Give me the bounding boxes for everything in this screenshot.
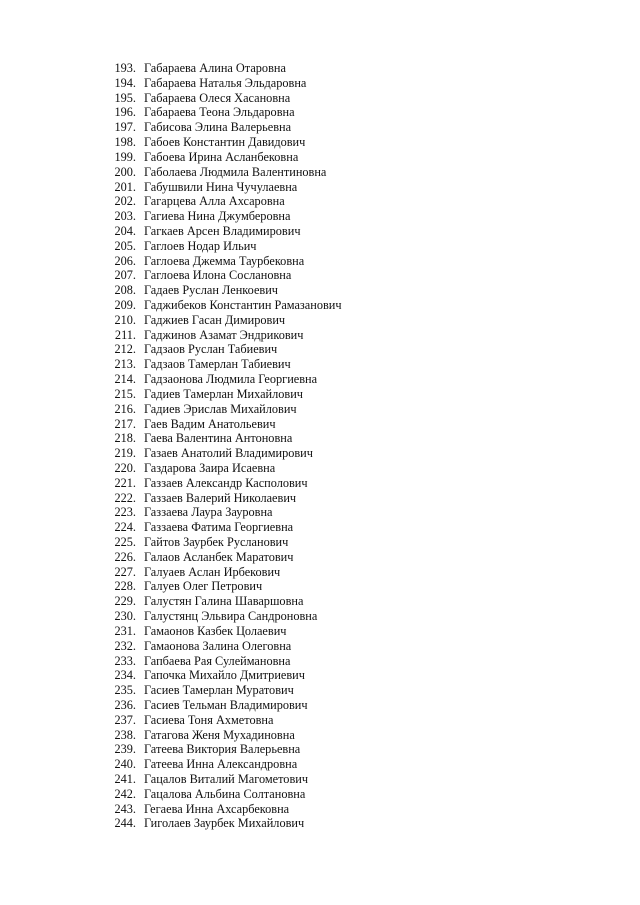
list-item-name: Гасиев Тамерлан Муратович xyxy=(144,683,294,698)
list-item-number: 203. xyxy=(114,209,136,224)
list-item-number: 207. xyxy=(114,268,136,283)
list-item-name: Газзаева Фатима Георгиевна xyxy=(144,520,294,535)
list-item-name: Гадзаов Руслан Табиевич xyxy=(144,342,278,357)
list-item-name: Гаева Валентина Антоновна xyxy=(144,431,293,446)
list-item-name: Газзаев Александр Касполович xyxy=(144,475,308,490)
list-item-name: Гатеева Виктория Валерьевна xyxy=(144,742,301,757)
list-item-number: 238. xyxy=(114,727,136,742)
list-item xyxy=(106,446,342,461)
list-item xyxy=(106,742,342,757)
list-item xyxy=(106,772,342,787)
list-item-name: Гамаонов Казбек Цолаевич xyxy=(144,623,287,638)
list-item-name: Гагарцева Алла Ахсаровна xyxy=(144,194,285,209)
list-item xyxy=(106,654,342,669)
list-item-number: 230. xyxy=(114,609,136,624)
list-item-name: Гатеева Инна Александровна xyxy=(144,757,298,772)
list-item-name: Галустянц Эльвира Сандроновна xyxy=(144,609,318,624)
list-item-number: 240. xyxy=(114,757,136,772)
list-item-name: Гайтов Заурбек Русланович xyxy=(144,535,289,549)
list-item-number: 234. xyxy=(114,668,136,683)
list-item-name: Гиголаев Заурбек Михайлович xyxy=(144,816,305,831)
list-item-name: Гацалова Альбина Солтановна xyxy=(144,786,306,801)
list-item-number: 243. xyxy=(114,801,136,816)
list-item-number: 223. xyxy=(114,505,136,520)
list-item-name: Гасиев Тельман Владимирович xyxy=(144,697,308,712)
list-item-name: Галуев Олег Петрович xyxy=(144,579,263,594)
list-item-number: 200. xyxy=(114,164,136,179)
list-item xyxy=(106,683,342,698)
list-item-number: 233. xyxy=(114,653,136,668)
list-item xyxy=(106,609,342,624)
list-item-number: 224. xyxy=(114,520,136,535)
list-item-number: 211. xyxy=(114,327,136,342)
list-item xyxy=(106,579,342,594)
list-item-number: 236. xyxy=(114,697,136,712)
list-item xyxy=(106,372,342,387)
list-item xyxy=(106,135,342,150)
list-item-number: 221. xyxy=(114,475,136,490)
list-item xyxy=(106,639,342,654)
list-item-number: 239. xyxy=(114,742,136,757)
numbered-name-list xyxy=(106,61,342,831)
list-item-number: 194. xyxy=(114,75,136,90)
list-item xyxy=(106,757,342,772)
list-item-number: 204. xyxy=(114,223,136,238)
list-item-name: Гаджибеков Константин Рамазанович xyxy=(144,298,342,312)
list-item-number: 241. xyxy=(114,772,136,786)
list-item-number: 235. xyxy=(114,683,136,698)
list-item-name: Гамаонова Залина Олеговна xyxy=(144,638,292,653)
list-item-number: 201. xyxy=(114,179,136,194)
list-item xyxy=(106,313,342,328)
list-item-number: 242. xyxy=(114,786,136,801)
list-item xyxy=(106,224,342,239)
list-item xyxy=(106,713,342,728)
list-item xyxy=(106,787,342,802)
list-item-name: Гаглоев Нодар Ильич xyxy=(144,238,257,253)
list-item xyxy=(106,61,342,76)
list-item-name: Газзаев Валерий Николаевич xyxy=(144,490,297,505)
list-item-number: 218. xyxy=(114,431,136,446)
list-item-name: Гапочка Михайло Дмитриевич xyxy=(144,668,305,683)
list-item xyxy=(106,594,342,609)
list-item xyxy=(106,417,342,432)
list-item-name: Гадиев Тамерлан Михайлович xyxy=(144,386,303,401)
list-item-name: Габушвили Нина Чучулаевна xyxy=(144,179,298,194)
list-item-name: Габараева Теона Эльдаровна xyxy=(144,105,295,120)
list-item xyxy=(106,565,342,580)
list-item-number: 231. xyxy=(114,623,136,638)
list-item xyxy=(106,520,342,535)
list-item-name: Гадиев Эрислав Михайлович xyxy=(144,401,297,416)
list-item-name: Галуаев Аслан Ирбекович xyxy=(144,564,281,579)
list-item xyxy=(106,105,342,120)
list-item-number: 205. xyxy=(114,238,136,253)
list-item-name: Гадзаонова Людмила Георгиевна xyxy=(144,372,318,387)
list-item-number: 208. xyxy=(114,283,136,298)
list-item xyxy=(106,728,342,743)
list-item-number: 213. xyxy=(114,357,136,372)
list-item xyxy=(106,431,342,446)
list-item xyxy=(106,550,342,565)
list-item-number: 227. xyxy=(114,564,136,579)
list-item xyxy=(106,535,342,550)
list-item xyxy=(106,802,342,817)
list-item-number: 226. xyxy=(114,549,136,564)
list-item xyxy=(106,668,342,683)
list-item xyxy=(106,402,342,417)
list-item-name: Гацалов Виталий Магометович xyxy=(144,772,309,786)
list-item-name: Газдарова Заира Исаевна xyxy=(144,460,276,475)
list-item xyxy=(106,283,342,298)
list-item xyxy=(106,194,342,209)
list-item xyxy=(106,209,342,224)
list-item-number: 216. xyxy=(114,401,136,416)
list-item-name: Галустян Галина Шаваршовна xyxy=(144,594,304,609)
list-item xyxy=(106,342,342,357)
list-item xyxy=(106,505,342,520)
list-item-name: Гатагова Женя Мухадиновна xyxy=(144,727,295,742)
list-item xyxy=(106,387,342,402)
list-item-number: 217. xyxy=(114,416,136,431)
list-item-name: Газзаева Лаура Зауровна xyxy=(144,505,273,520)
list-item xyxy=(106,120,342,135)
list-item xyxy=(106,491,342,506)
list-item-name: Габараева Наталья Эльдаровна xyxy=(144,75,307,90)
list-item xyxy=(106,328,342,343)
list-item-name: Гегаева Инна Ахсарбековна xyxy=(144,801,290,816)
list-item xyxy=(106,180,342,195)
list-item-number: 195. xyxy=(114,90,136,105)
list-item xyxy=(106,239,342,254)
list-item-number: 237. xyxy=(114,712,136,727)
list-item xyxy=(106,150,342,165)
list-item-number: 244. xyxy=(114,816,136,831)
list-item-name: Газаев Анатолий Владимирович xyxy=(144,446,313,461)
list-item xyxy=(106,698,342,713)
list-item xyxy=(106,816,342,831)
list-item-number: 212. xyxy=(114,342,136,357)
list-item xyxy=(106,461,342,476)
list-item-name: Гаглоева Илона Сослановна xyxy=(144,268,292,283)
list-item-name: Гапбаева Рая Сулеймановна xyxy=(144,653,291,668)
list-item-name: Гаджиев Гасан Димирович xyxy=(144,312,286,327)
list-item-name: Гагкаев Арсен Владимирович xyxy=(144,223,301,238)
list-item-number: 222. xyxy=(114,490,136,505)
list-item-name: Габараева Олеся Хасановна xyxy=(144,90,291,105)
list-item xyxy=(106,165,342,180)
list-item-number: 198. xyxy=(114,135,136,150)
list-item-name: Гаджинов Азамат Эндрикович xyxy=(144,327,304,342)
list-item-number: 228. xyxy=(114,579,136,594)
list-item-number: 202. xyxy=(114,194,136,209)
list-item-name: Габоева Ирина Асланбековна xyxy=(144,149,299,164)
list-item xyxy=(106,254,342,269)
list-item xyxy=(106,76,342,91)
list-item-name: Гасиева Тоня Ахметовна xyxy=(144,712,274,727)
list-item-number: 199. xyxy=(114,149,136,164)
list-item-number: 229. xyxy=(114,594,136,609)
list-item-number: 193. xyxy=(114,61,136,75)
list-item-number: 197. xyxy=(114,120,136,135)
list-item-name: Галаов Асланбек Маратович xyxy=(144,549,294,564)
list-item-number: 232. xyxy=(114,638,136,653)
list-item-name: Гаев Вадим Анатольевич xyxy=(144,416,276,431)
list-item-number: 215. xyxy=(114,386,136,401)
list-item-name: Гаглоева Джемма Таурбековна xyxy=(144,253,305,268)
list-item xyxy=(106,476,342,491)
list-item-name: Гадаев Руслан Ленкоевич xyxy=(144,283,278,298)
list-item xyxy=(106,357,342,372)
list-item-number: 206. xyxy=(114,253,136,268)
list-item-number: 196. xyxy=(114,105,136,120)
list-item-name: Габоев Константин Давидович xyxy=(144,135,306,150)
list-item-name: Габисова Элина Валерьевна xyxy=(144,120,292,135)
list-item-name: Гадзаов Тамерлан Табиевич xyxy=(144,357,291,372)
list-item xyxy=(106,268,342,283)
list-item-number: 210. xyxy=(114,312,136,327)
list-item-name: Габолаева Людмила Валентиновна xyxy=(144,164,327,179)
list-item-number: 220. xyxy=(114,460,136,475)
list-item-number: 219. xyxy=(114,446,136,461)
list-item-number: 214. xyxy=(114,372,136,387)
list-item-number: 209. xyxy=(114,298,136,312)
list-item xyxy=(106,298,342,313)
list-item-number: 225. xyxy=(114,535,136,549)
list-item xyxy=(106,91,342,106)
list-item-name: Габараева Алина Отаровна xyxy=(144,61,286,75)
list-item xyxy=(106,624,342,639)
list-item-name: Гагиева Нина Джумберовна xyxy=(144,209,291,224)
